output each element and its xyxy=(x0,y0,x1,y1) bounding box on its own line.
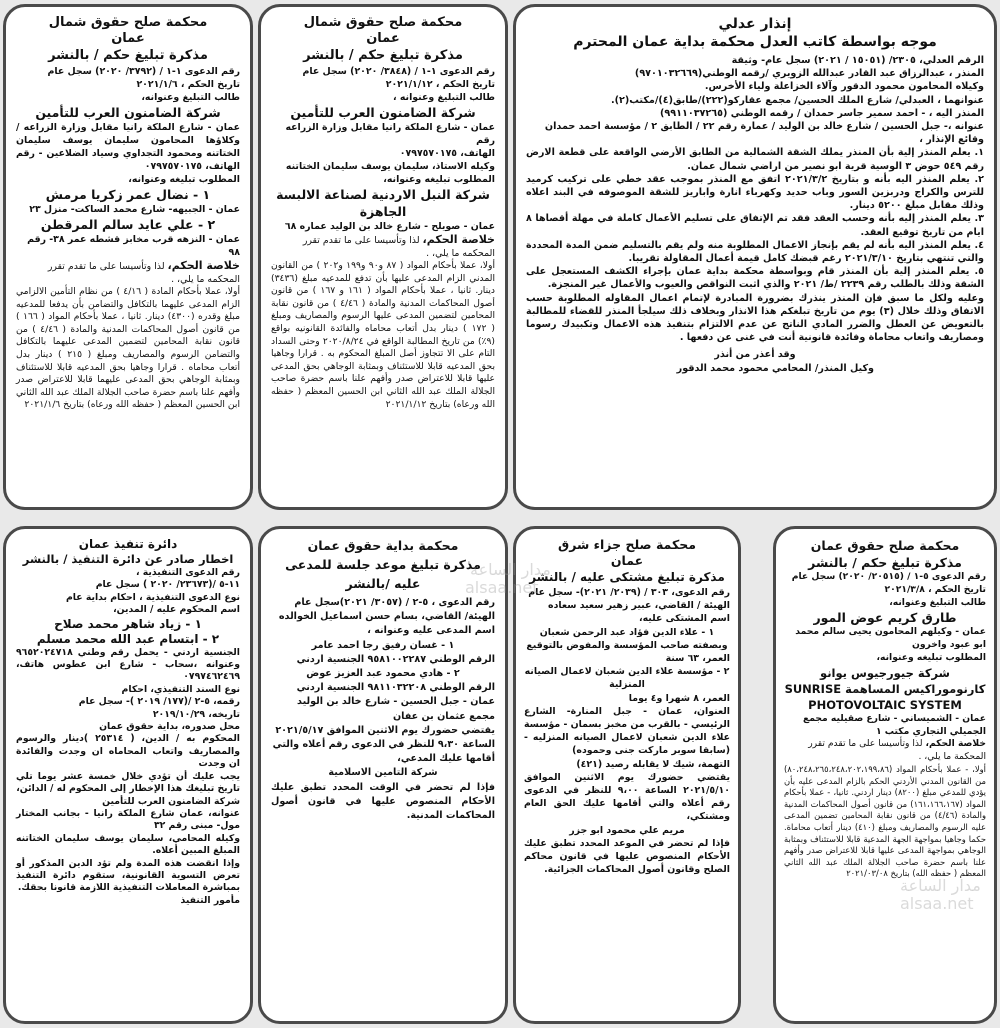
court-city: عمان xyxy=(111,31,145,46)
notice-title: مذكرة تبليغ موعد جلسة للمدعى عليه /بالنشر xyxy=(285,557,481,591)
debtor-label: اسم المحكوم عليه / المدين، xyxy=(113,604,240,616)
summary-label: خلاصة الحكم، xyxy=(167,259,240,272)
requester-name: شركة الضامنون العرب للتأمين xyxy=(35,105,221,120)
defendant-1-age: العمر، ٦٣ سنة xyxy=(665,653,730,665)
summary-label: خلاصة الحكم، xyxy=(422,233,495,246)
requester-name: طارق كريم عوض المور xyxy=(813,610,957,626)
watermark-latin-1: alsaa.net xyxy=(465,578,539,597)
requester-agent: وكيله الاستاذ، سليمان يوسف سليمان الختاتنه xyxy=(285,161,495,172)
court-name: محكمة صلح حقوق شمال xyxy=(48,15,208,30)
defendant-2-id: الرقم الوطني ٩٨١١٠٣٢٢٠٨ الجنسية اردني xyxy=(296,682,495,694)
warner-agents: وكيلاه المحامون محمود الدقور وآلاء الخزاعلة ولياء الأخرس. xyxy=(704,81,984,93)
plaintiff: شركة التامين الاسلامية xyxy=(328,767,438,779)
defendant-address: عمان - جبل الحسين - شارع خالد بن الوليد مجمع عثمان بن عفان xyxy=(297,696,495,722)
fact-1: ١. يعلم المنذر إلية بأن المنذر يملك الشقة الشمالية من الطابق الأرضي الواقعة على قطعة الارض رقم ٥٤٩ حوض ٣ الوسية قرية ابو نصير من اراضي شمال عمان. xyxy=(526,147,984,172)
respondent-name: شركة جيورجيوس يوانو كارنوموراكيس المساهمة SUNRISE PHOTOVOLTAIC SYSTEM xyxy=(784,665,986,712)
verdict-body: أولا، عملا بأحكام المواد ( ٨٧ و٩٠ و١٩٩ و٢٠٢ ) من القانون المدني الزام المدعى عليها بأن تدفع للمدعيه مبلغ (٣٤٣٦) دينار. ثانيا ، عملا بأحكام المواد ( ١٦١ و ١٦٧ ) من قانون أصول المحاكمات المدنية والمادة ( ٤/٤٦ ) من قانون نقابة المحامين لتضمين المدعى عليها الرسوم والمصاريف ومبلغ ( ١٧٢ ) دينار بدل أتعاب محاماه والفائدة القانونيه بواقع (٩٪) من تاريخ المطالبة الواقع في ٢٠٢٠/٨/٢٤ وحتى السداد التام على الا تتجاوز أصل المبلغ المحكوم به . قرارا وجاهيا بحق المدعيه قابلا للاستئناف وبمثابة الوجاهي بحق المدعى عليها قابلا للاعتراض صدر وأفهم علنا باسم حضرة صاحب الجلالة الملك عبد الله الثاني ابن الحسين المعظم ( حفظه الله ورعاه) بتاريخ ٢٠٢١/١/١٢ xyxy=(271,260,496,410)
warned-party: المنذر اليه ، - احمد سمير جاسر حمدان / رقمه الوطني (٩٩١١٠٣٧٢٦٥) xyxy=(660,107,984,119)
requester-address: عمان - شارع الملكة رانيا مقابل وزارة الزراعه / وكلاؤها المحامون سليمان يوسف سليمان الختاتنه ومحمود التجداوي وسياد الضلاعين - رقم الهاتف، ٠٧٩٧٥٧٠١٧٥ xyxy=(16,122,240,172)
fact-4: ٤. يعلم المنذر اليه بأنه لم يقم بإنجاز الاعمال المطلوبة منه ولم يقم بالتسليم ضمن المدة المحددة والتي تنتهي بتاريخ ٢٠٢١/٣/١٠ رغم قبضك كامل قيمة أعمال المقاولة تقريبا. xyxy=(526,239,984,265)
watermark-arabic-2: مدار الساعة xyxy=(900,876,981,895)
defendant-label: اسم المشتكى عليه، xyxy=(639,613,730,625)
respondent-address: عمان - صويلح - شارع خالد بن الوليد عماره ٦٨ xyxy=(284,221,495,232)
respondent-1-address: عمان - الجبيهه- شارع محمد الساكت- منزل ٢٣ xyxy=(29,204,240,215)
verdict-body: أولا، عملا بأحكام المادة ( ٤/١٦ ) من نظام التأمين الالزامي الزام المدعى عليهما بالتكافل والتضامن بأن يدفعا للمدعيه مبلغ وقدره (٤٣٠٠) دينار. ثانيا ، عملا بأحكام المواد ( ١٦٦ ) من قانون أصول المحاكمات المدنية والمادة ( ٤/٤٦ ) من قانون نقابة المحامين لتضمين المدعى عليهما بالتكافل والتضامن الرسوم والمصاريف ومبلغ ( ٢١٥ ) دينار بدل أتعاب محاماه . قرارا وجاهيا بحق المدعيه قابلا للاستئناف وبمثابة الوجاهي بحق المدعى عليهما قابلا للاعتراض صدر وأفهم علنا باسم حضرة صاحب الجلالة الملك عبد الله الثاني ابن الحسين المعظم ( حفظه الله ورعاه) بتاريخ ٢٠٢١/١/٦ xyxy=(16,286,240,411)
respondent-address: عمان - الشميساني - شارع صقيليه مجمع الجميلي التجاري مكتب ١ xyxy=(802,712,986,737)
court-city: عمان xyxy=(366,31,400,46)
case-number: رقم الدعوى، ٣٠٣ / (٢٠٣٩/ ٢٠٢١)- سجل عام xyxy=(528,587,730,598)
notice-title: اخطار صادر عن دائرة التنفيذ / بالنشر xyxy=(22,552,234,566)
justice-notice xyxy=(513,4,997,510)
requester-address: عمان - وكيلهم المحامون يحيى سالم محمد ابو عبود واخرون xyxy=(795,626,986,651)
defendant-label: اسم المدعى عليه وعنوانه ، xyxy=(367,625,495,637)
panel: الهيئة/ القاضي، بسام حسن اسماعيل الخوالده xyxy=(278,611,495,623)
warning: فإذا لم تحضر في الوقت المحدد تطبق عليك الأحكام المنصوص عليها في قانون أصول المحاكمات المدنية. xyxy=(271,781,495,822)
north-court-notice-2 xyxy=(258,4,508,510)
defendant-1-id: الرقم الوطني ٩٥٨١٠٠٢٢٨٧ الجنسية اردني xyxy=(296,653,495,665)
defendant-1: ١ - علاء الدين فؤاد عبد الرحمن شعبان وبصفته صاحب المؤسسة والمفوض بالتوقيع xyxy=(526,626,728,651)
requester-label: طالب التبليغ وعنوانه، xyxy=(141,92,240,103)
signature: مأمور التنفيذ xyxy=(180,894,240,906)
court-name: محكمة صلح حقوق شمال xyxy=(303,15,463,30)
debtor-info: الجنسية اردني - يحمل رقم وطني ٩٦٥٢٠٢٤٧١٨ وعنوانه ،سحاب - شارع ابن عطوس هاتف، ٠٧٩٧٤٦٢٤٦٩ xyxy=(16,646,240,683)
warning: وإذا انقضت هذه المدة ولم تؤد الدين المذكور أو تعرض التسوية القانونية، ستقوم دائرة التنفيذ بمباشرة المعاملات التنفيذية اللازمة قانونا بحقك. xyxy=(16,857,240,894)
court-name: محكمة صلح حقوق عمان xyxy=(810,538,960,553)
respondent-label: المطلوب تبليغه وعنوانه، xyxy=(383,174,495,185)
verdict-date: تاريخ الحكم ، ٢٠٢١/٣/٨ xyxy=(884,583,986,595)
defendant-2-age: العمر، ٨ شهرا و٤ يوما xyxy=(628,692,730,704)
defendant-address: العنوان، عمان - جبل المنارة- الشارع الرئيسي - بالقرب من مخبز بسمان - مؤسسة علاء الدين شعبان لاعمال الصيانه المنزليه - (سابقا سوبر ماركت جنى وحموده) xyxy=(524,705,730,757)
execution-notice xyxy=(3,526,253,1024)
requester-label: طالب التبليغ وعنوانه، xyxy=(889,596,986,608)
fact-3: ٣. يعلم المنذر إليه بأنه وحسب العقد فقد تم الإتفاق على تسليم الأعمال كاملة في مهلة أقصاها ٨ ايام من تاريخ توقيع العقد. xyxy=(526,213,984,238)
respondent-2-name: ٢ - علي عايد سالم المرقطن xyxy=(40,217,216,232)
respondent-name: شركة النبل الاردنية لصناعة الالبسة الجاهزة xyxy=(276,187,490,219)
facts-label: وقائع الإنذار ، xyxy=(919,134,984,146)
defendant-1: ١ - غسان رفيق رجا احمد عامر xyxy=(311,639,455,651)
watermark-latin-2: alsaa.net xyxy=(900,894,974,913)
closing: وقد أعذر من أنذر xyxy=(714,349,796,361)
case-type: نوع الدعوى التنفيذية ، احكام بداية عام xyxy=(65,591,240,603)
north-court-notice-1 xyxy=(3,4,253,510)
requester-name: شركة الضامنون العرب للتأمين xyxy=(290,105,476,120)
warner: المنذر ، عبدالرزاق عبد القادر عبدالله الزويري /رقمه الوطني(٩٧٠١٠٣٢٦٦٩) xyxy=(634,68,984,80)
case-label: رقم الدعوى التنفيذية ، xyxy=(136,567,240,578)
amman-rights-notice xyxy=(773,526,997,1024)
notice-title: مذكرة تبليغ مشتكى عليه / بالنشر xyxy=(529,570,725,584)
watermark-arabic-1: مدار الساعة xyxy=(470,560,551,579)
demand: وعليه ولكل ما سبق فإن المنذر ينذرك بضرورة المبادرة لإتمام اعمال المقاوله المطلوبة حسب الاتفاق وذلك خلال (٣) يوم من تاريخ تبلغكم هذا الانذار وبخلاف ذلك سيلجأ المنذر للقضاء للمطالبة بالتعويض عن العطل والضرر المادي الناتج عن عدم الالتزام بتنفيذ هذه الاعمال وتكبيدك رسوما ومصاريف واتعاب محاماة وفائدة قانونية أنت في غنى عن دفعها . xyxy=(526,292,984,344)
summary xyxy=(271,233,495,260)
verdict-body: أولا، - عملا بأحكام المواد (٨٠،٢٤٨،٢٦٥،٢٤٨،٢٠٢،١٩٩،٨٦) من القانون المدني الأردني الحكم بالزام المدعى عليه بأن يؤدي للمدعي مبلغ (٨٢٠٠) دينار اردني. ثانيا، - عملا بأحكام المواد (١٦١،١٦٦،١٦٧) من قانون أصول المحاكمات المدنية والمادة (٤/٤٦) من قانون نقابة المحامين تضمين المدعى عليه الرسوم والمصاريف ومبلغ (٤١٠) دينار أتعاب محاماة. حكما وجاهيا بمواجهة الجهة المدعية قابلا للاستئناف وبمثابة الوجاهي بمواجهة المدعى عليها قابلا للاعتراض صدر وأفهم علنا باسم حضرة صاحب الجلالة الملك عبد الله الثاني المعظم ( حفظه الله) بتاريخ ٢٠٢١/٠٣/٠٨ xyxy=(784,763,987,879)
requester-label: طالب التبليغ وعنوانه ، xyxy=(393,92,495,103)
dept-name: دائرة تنفيذ عمان xyxy=(78,537,178,551)
verdict-date: تاريخ الحكم ، ٢٠٢١/١/١٢ xyxy=(385,79,495,90)
case-number: ١١-٥ /(٢٣٦٧٣/ ٢٠٢٠ ) سجل عام xyxy=(95,579,240,591)
defendant-2: ٢ - مؤسسة علاء الدين شعبان لاعمال الصيانه المنزلية xyxy=(524,666,730,691)
notice-title: مذكرة تبليغ حكم / بالنشر xyxy=(808,555,962,570)
warner-address: عنوانهما ، العبدلي/ شارع الملك الحسين/ مجمع عقاركو(٢٢٢)/طابق(٤)/مكتب(٢). xyxy=(610,94,984,106)
requester-phone: الهاتف، ٠٧٩٧٥٧٠١٧٥ xyxy=(399,148,495,159)
warning: فإذا لم تحضر في الموعد المحدد تطبق عليك الأحكام المنصوص عليها في قانون محاكم الصلح وقانون أصول المحاكمات الجزائية. xyxy=(524,837,730,876)
deadline: يجب عليك أن تؤدي خلال خمسة عشر يوما تلي تاريخ تبليغك هذا الإخطار إلى المحكوم له / الدائن، xyxy=(16,770,240,795)
bond-number: رقمه، ٥-٢ /(١٧٧/ ٢٠١٩ )- سجل عام xyxy=(78,696,240,708)
fact-2: ٢. يعلم المنذر اليه بأنه و بتاريخ ٢٠٢١/٣/٢ اتفق مع المنذر بموجب عقد خطي على تركيب كرميد للترس والكراج ودربزين السور وباب حديد وكهرباء انارة واباريز للشقة الموصوفه في البند اعلاه وذلك مقابل مبلغ ٥٢٠٠ دينار. xyxy=(526,173,984,212)
case-number: رقم الدعوى ١-١ / (٣٨٤٨/ ٢٠٢٠) سجل عام xyxy=(302,66,495,77)
bond-date: تاريخه، ٢٠١٩/١٠/٢٩ xyxy=(152,708,240,720)
summary-intro: لذا وتأسيسا على ما تقدم تقرر المحكمه ما يلي، . xyxy=(302,235,495,259)
respondent-label: المطلوب تبليغه وعنوانه، xyxy=(876,651,986,663)
defendant-2: ٢ - هادي محمود عبد العزيز عوض xyxy=(306,668,460,680)
creditor-agent: وكيله المحامي، سليمان يوسف سليمان الختاتنه المبلغ المبين أعلاه. xyxy=(16,832,240,857)
debtor-2: ٢ - ابتسام عبد الله محمد مسلم xyxy=(36,631,220,646)
panel: الهيئة / القاضي، عبير زهير سعيد سعاده xyxy=(548,600,730,612)
respondent-2-address: عمان - النزهه قرب مخابز قشطه عمر ٣٨- رقم ٩٨ xyxy=(27,234,240,258)
notice-title: إنذار عدلي xyxy=(718,16,792,32)
first-instance-notice xyxy=(258,526,508,1024)
case-number: رقم الدعوى ١-١ / (٣٧٩٢/ ٢٠٢٠) سجل عام xyxy=(47,66,240,77)
summons: يقتضي حضورك يوم الاثنين الموافق ٢٠٢١/٥/١٠ الساعة ٩،٠٠ للنظر في الدعوى رقم أعلاه والتي أقامها عليك الحق العام ومشتكي، xyxy=(524,771,730,823)
notice-title: مذكرة تبليغ حكم / بالنشر xyxy=(303,48,463,63)
requester-address: عمان - شارع الملكة رانيا مقابل وزارة الزراعه رقم xyxy=(285,122,495,146)
court-name: محكمة صلح جزاء شرق xyxy=(558,537,696,552)
complainant: مريم علي محمود ابو جزر xyxy=(569,824,685,836)
signature: وكيل المنذر/ المحامي محمود محمد الدقور xyxy=(676,362,874,374)
summary-intro: لذا وتأسيسا على ما تقدم تقرر المحكمة ما يلي، . xyxy=(808,738,986,763)
respondent-label: المطلوب تبليغه وعنوانه، xyxy=(128,174,240,185)
east-criminal-notice xyxy=(513,526,741,1024)
warned-address: عنوانه ،- جبل الحسين / شارع خالد بن الوليد / عمارة رقم ٢٢ / الطابق ٢ / مؤسسة احمد حمدان xyxy=(544,121,984,133)
summary xyxy=(784,738,986,764)
issuer: محل صدوره، بداية حقوق عمان xyxy=(99,721,240,733)
debtor-1: ١ - زياد شاهر محمد صلاح xyxy=(54,616,202,631)
creditor-address: عنوانه، عمان شارع الملكة رانيا - بجانب المختار مول- مبنى رقم ٣٢ xyxy=(16,807,240,832)
case-number: رقم الدعوى ، ٥-٢ / (٣٠٥٧/ ٢٠٢١)سجل عام xyxy=(294,597,495,608)
court-city: عمان xyxy=(610,553,644,568)
verdict-date: تاريخ الحكم ، ٢٠٢١/١/٦ xyxy=(136,79,240,90)
bond-type: نوع السند التنفيذي، احكام xyxy=(121,683,240,695)
case-number: رقم الدعوى ٥-١ / (٢٠٥١٥/ ٢٠٢٠) سجل عام xyxy=(791,571,986,582)
notice-subtitle: موجه بواسطة كاتب العدل محكمة بداية عمان المحترم xyxy=(573,34,937,50)
court-name: محكمة بداية حقوق عمان xyxy=(307,538,459,553)
case-number: الرقم العدلي، ٢٣٠٥/ (١٥٠٥١ / ٢٠٢١) سجل عام- وثيقة xyxy=(731,55,984,66)
notice-title: مذكرة تبليغ حكم / بالنشر xyxy=(48,48,208,63)
fact-5: ٥. يعلم المنذر إلية بأن المنذر قام وبواسطة محكمة بداية عمان بإجراء الكشف المستعجل على الشقة وذلك بالطلب رقم ٢٢٣٩ /ط/ ٢٠٢١ والذي اثبت النواقص والعيوب والأعمال غير المنجزة. xyxy=(526,266,984,291)
charge: التهمة، شيك لا يقابله رصيد (٤٢١) xyxy=(576,758,730,770)
respondent-1-name: ١ - نضال عمر زكريا مرمش xyxy=(45,187,211,202)
summary-label: خلاصة الحكم، xyxy=(925,738,986,750)
creditor: شركة الضامنون العرب للتأمين xyxy=(102,795,240,807)
amount: المحكوم به / الدين، ( ٢٥٣١٤ )دينار والرسوم والمصاريف واتعاب المحاماه ان وجدت والفائدة ان وجدت xyxy=(16,733,240,770)
summary xyxy=(16,259,240,286)
summons: يقتضي حضورك يوم الاثنين الموافق ٢٠٢١/٥/١٧ الساعة ٩،٣٠ للنظر في الدعوى رقم أعلاه والتي أقامها عليك المدعي، xyxy=(272,724,495,765)
summary-intro: لذا وتأسيسا على ما تقدم تقرر المحكمه ما يلي، . xyxy=(47,261,240,285)
